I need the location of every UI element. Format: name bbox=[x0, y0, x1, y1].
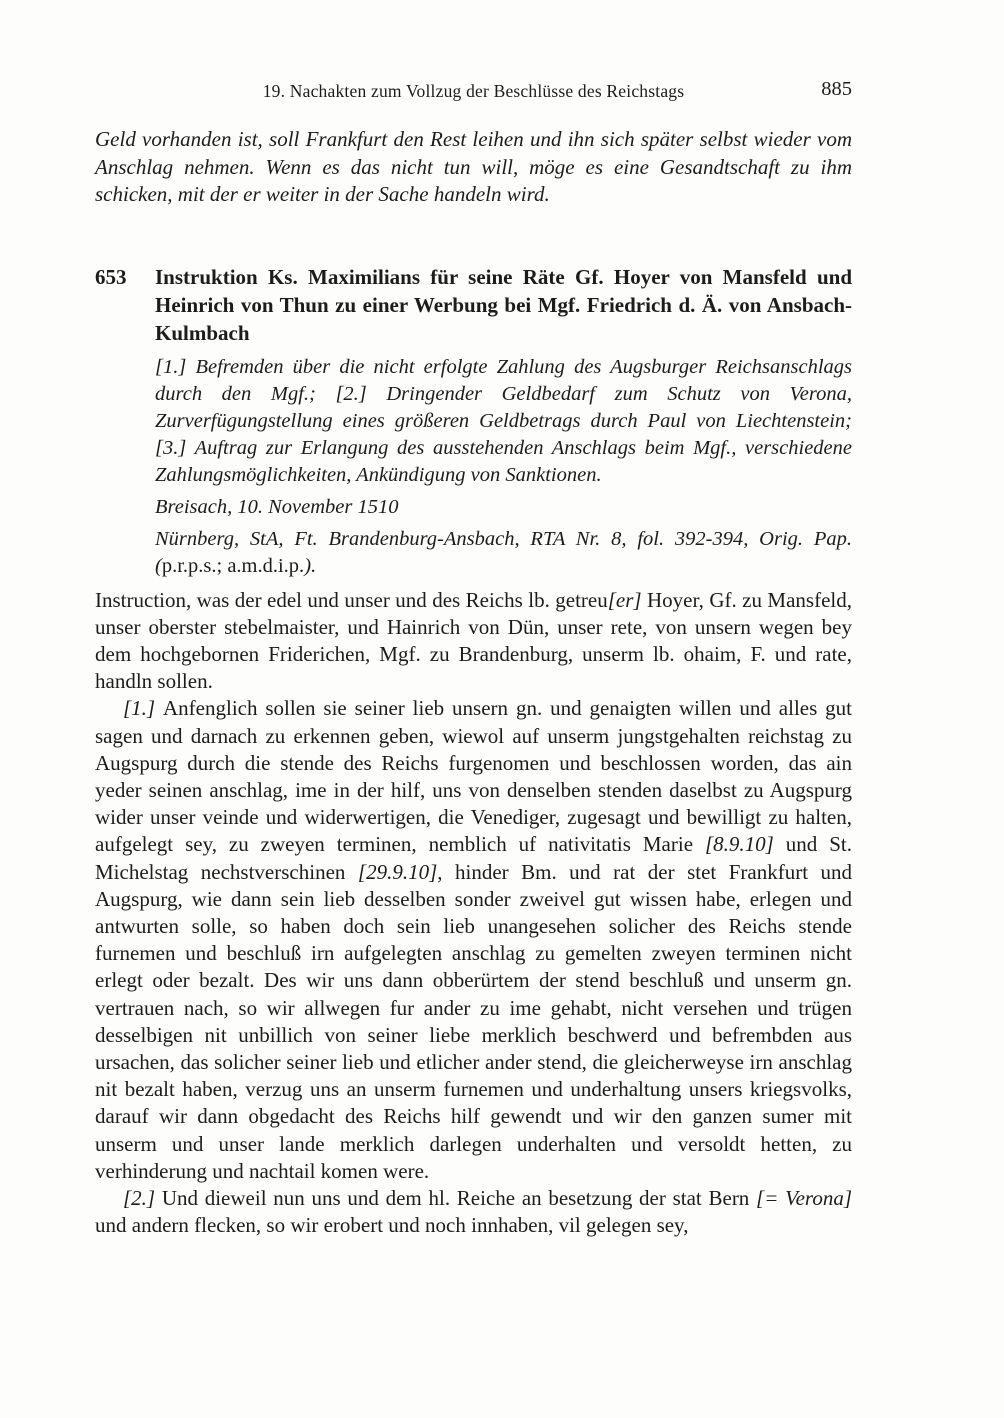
body-text bbox=[95, 587, 852, 1240]
body-paragraph-3: [2.] Und dieweil nun uns und dem hl. Reiche an besetzung der stat Bern [= Verona] und andern flecken, so wir erobert und noch innhaben, vil gelegen sey, bbox=[95, 1185, 853, 1238]
entry-head bbox=[95, 263, 852, 347]
entry-source: Nürnberg, StA, Ft. Brandenburg-Ansbach, RTA Nr. 8, fol. 392-394, Orig. Pap. (p.r.p.s.; a.m.d.i.p.). bbox=[155, 527, 852, 577]
carryover-text bbox=[95, 126, 852, 209]
entry-title: Instruktion Ks. Maximilians für seine Räte Gf. Hoyer von Mansfeld und Heinrich von Thun zu einer Werbung bei Mgf. Friedrich d. Ä. von Ansbach-Kulmbach bbox=[155, 264, 852, 345]
running-title: 19. Nachakten zum Vollzug der Beschlüsse des Reichstags bbox=[262, 81, 685, 101]
entry-number: 653 bbox=[95, 264, 127, 289]
body-paragraph-1: Instruction, was der edel und unser und des Reichs lb. getreu[er] Hoyer, Gf. zu Mansfeld, unser oberster stebelmaister, und Hainrich von Dün, unser rete, von unsern wegen bey dem hochgebornen Friderichen, Mgf. zu Brandenburg, unserm lb. ohaim, F. und rate, handln sollen. bbox=[95, 587, 853, 694]
page-number: 885 bbox=[821, 78, 852, 100]
running-header bbox=[95, 80, 852, 102]
entry-summary: [1.] Befremden über die nicht erfolgte Zahlung des Augsburger Reichsanschlags durch den Mgf.; [2.] Dringender Geldbedarf zum Schutz von Verona, Zurverfügungstellung eines größeren Geldbetrags durch Paul von Liechtenstein; [3.] Auftrag zur Erlangung des ausstehenden Anschlags beim Mgf., verschiedene Zahlungsmöglichkeiten, Ankündigung von Sanktionen. bbox=[155, 355, 852, 486]
page-content bbox=[95, 80, 852, 1239]
entry-dateline: Breisach, 10. November 1510 bbox=[155, 495, 399, 518]
intro-paragraph: Geld vorhanden ist, soll Frankfurt den Rest leihen und ihn sich später selbst wieder vom Anschlag nehmen. Wenn es das nicht tun will, möge es eine Gesandtschaft zu ihm schicken, mit der er weiter in der Sache handeln wird. bbox=[95, 127, 852, 206]
body-paragraph-2: [1.] Anfenglich sollen sie seiner lieb unsern gn. und genaigten willen und alles gut sagen und darnach zu erkennen geben, wiewol auf unserm jungstgehalten reichstag zu Augspurg durch die stende des Reichs furgenomen und beschlossen worden, das ain yeder seinen anschlag, ime in der hilf, uns von denselben stenden daselbst zu Augspurg wider unser veinde und widerwertigen, die Venediger, zugesagt und bewilligt zu halten, aufgelegt sey, zu zweyen terminen, nemblich uf nativitatis Marie [8.9.10] und St. Michelstag nechstverschinen [29.9.10], hinder Bm. und rat der stet Frankfurt und Augspurg, wie dann sein lieb desselben sonder zweivel gut wissen habe, erlegen und antwurten solle, so haben doch sein lieb unangesehen solicher des Reichs stende furnemen und beschluß irn aufgelegten anschlag zu gemelten zweyen terminen nicht erlegt oder bezalt. Des wir uns dann obberürtem der stend beschluß und unserm gn. vertrauen nach, so wir allwegen fur ander zu ime gehabt, nicht versehen und trügen desselbigen nit unbillich von seiner liebe merklich beschwerd und befrembden aus ursachen, das solicher seiner lieb und etlicher ander stend, die gleicherweyse irn anschlag nit bezalt haben, verzug uns an unserm furnemen und underhaltung unsers kriegsvolks, darauf wir dann obgedacht des Reichs hilf gewendt und wir den ganzen sumer mit unserm und unser lande merklich darlegen underhalten und versoldt hetten, zu verhinderung und nachtail komen were. bbox=[95, 696, 853, 1183]
entry-653 bbox=[95, 263, 852, 580]
